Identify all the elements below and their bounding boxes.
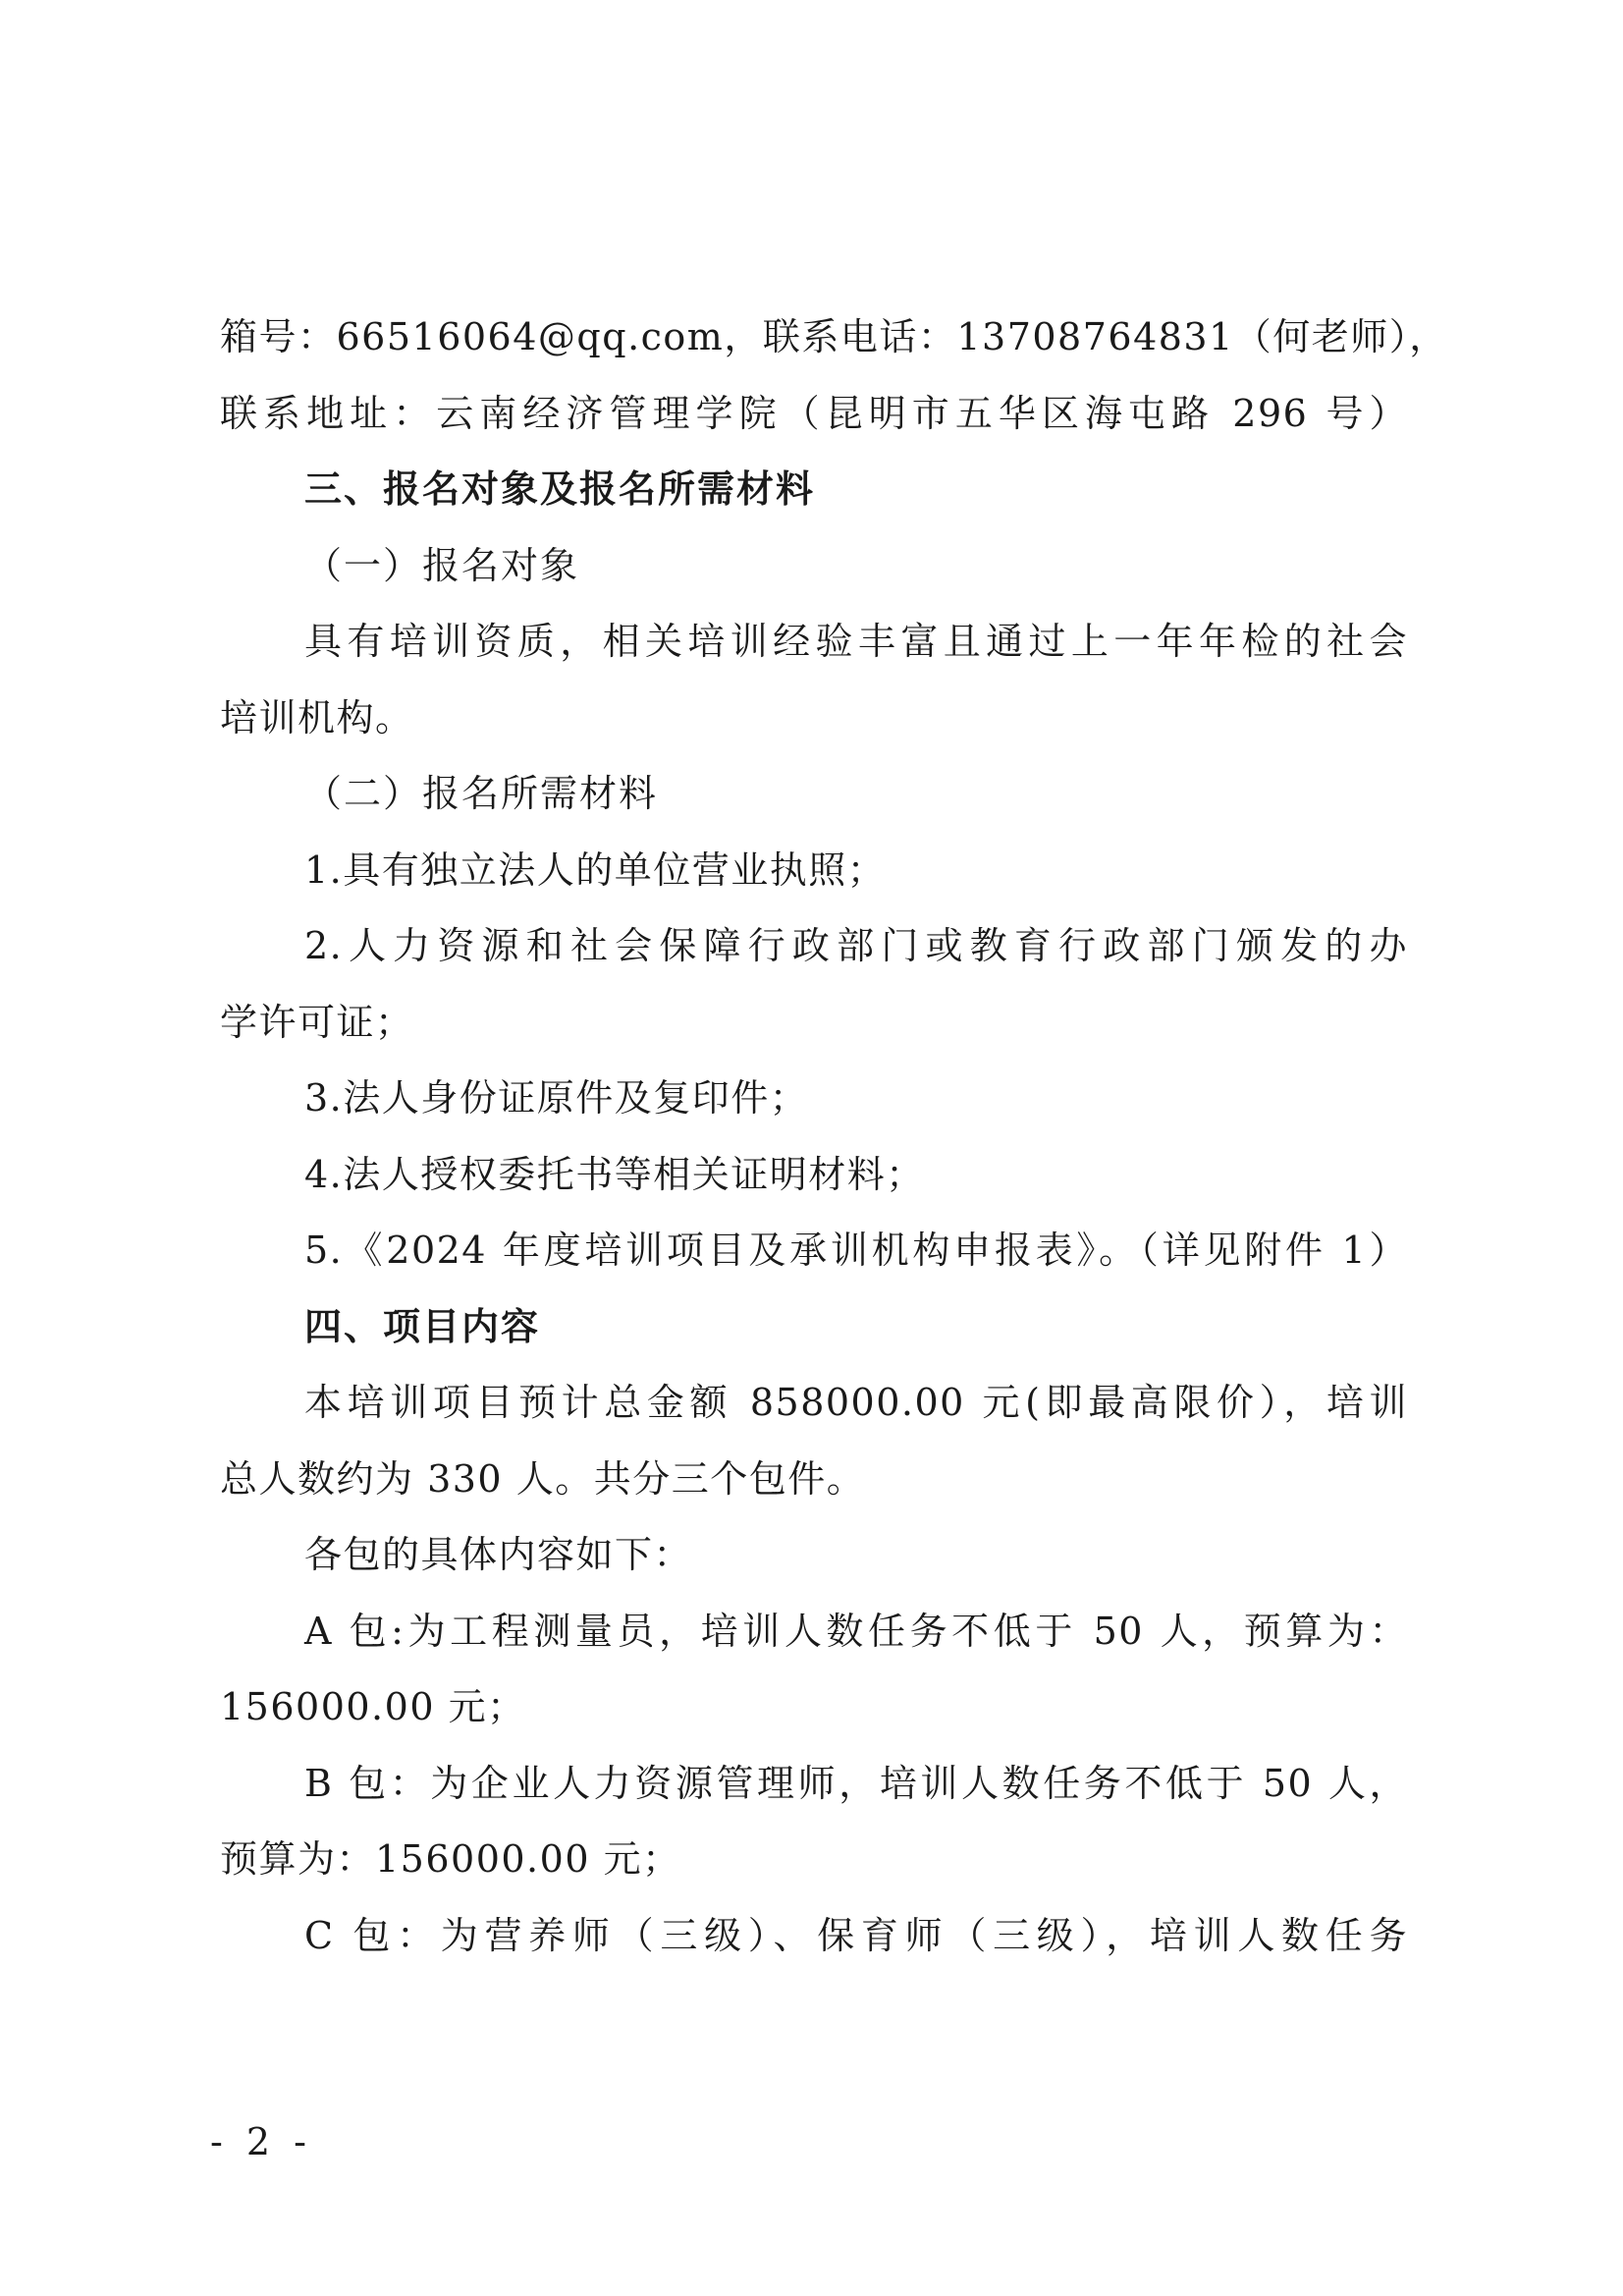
package-c-line: C 包：为营养师（三级）、保育师（三级），培训人数任务 bbox=[304, 1913, 1408, 1957]
text-line: 具有培训资质，相关培训经验丰富且通过上一年年检的社会 bbox=[304, 620, 1408, 663]
text-line: 学许可证； bbox=[220, 1000, 414, 1044]
list-item: 3.法人身份证原件及复印件； bbox=[304, 1076, 809, 1120]
section-heading: 三、报名对象及报名所需材料 bbox=[304, 467, 816, 511]
subsection-heading: （二）报名所需材料 bbox=[304, 772, 659, 815]
list-item: 5.《2024 年度培训项目及承训机构申报表》。（详见附件 1） bbox=[304, 1229, 1408, 1272]
text-line: 预算为：156000.00 元； bbox=[220, 1837, 681, 1881]
section-heading: 四、项目内容 bbox=[304, 1304, 541, 1348]
document-body bbox=[220, 300, 1448, 1974]
list-item: 4.法人授权委托书等相关证明材料； bbox=[304, 1152, 925, 1196]
text-line: 本培训项目预计总金额 858000.00 元(即最高限价），培训 bbox=[304, 1381, 1408, 1424]
text-line: 总人数约为 330 人。共分三个包件。 bbox=[220, 1456, 866, 1501]
text-line: 培训机构。 bbox=[220, 695, 414, 739]
page-number: - 2 - bbox=[210, 2120, 313, 2163]
text-line: 156000.00 元； bbox=[220, 1685, 526, 1728]
subsection-heading: （一）报名对象 bbox=[304, 543, 580, 587]
list-item: 1.具有独立法人的单位营业执照； bbox=[304, 847, 887, 892]
text-line: 箱号：66516064@qq.com，联系电话：13708764831（何老师）， bbox=[220, 315, 1448, 358]
package-b-line: B 包：为企业人力资源管理师，培训人数任务不低于 50 人， bbox=[304, 1761, 1408, 1805]
list-item: 2.人力资源和社会保障行政部门或教育行政部门颁发的办 bbox=[304, 924, 1408, 967]
text-line: 各包的具体内容如下： bbox=[304, 1533, 693, 1576]
text-line: 联系地址：云南经济管理学院（昆明市五华区海屯路 296 号） bbox=[220, 391, 1408, 435]
package-a-line: A 包:为工程测量员，培训人数任务不低于 50 人，预算为： bbox=[304, 1609, 1408, 1653]
